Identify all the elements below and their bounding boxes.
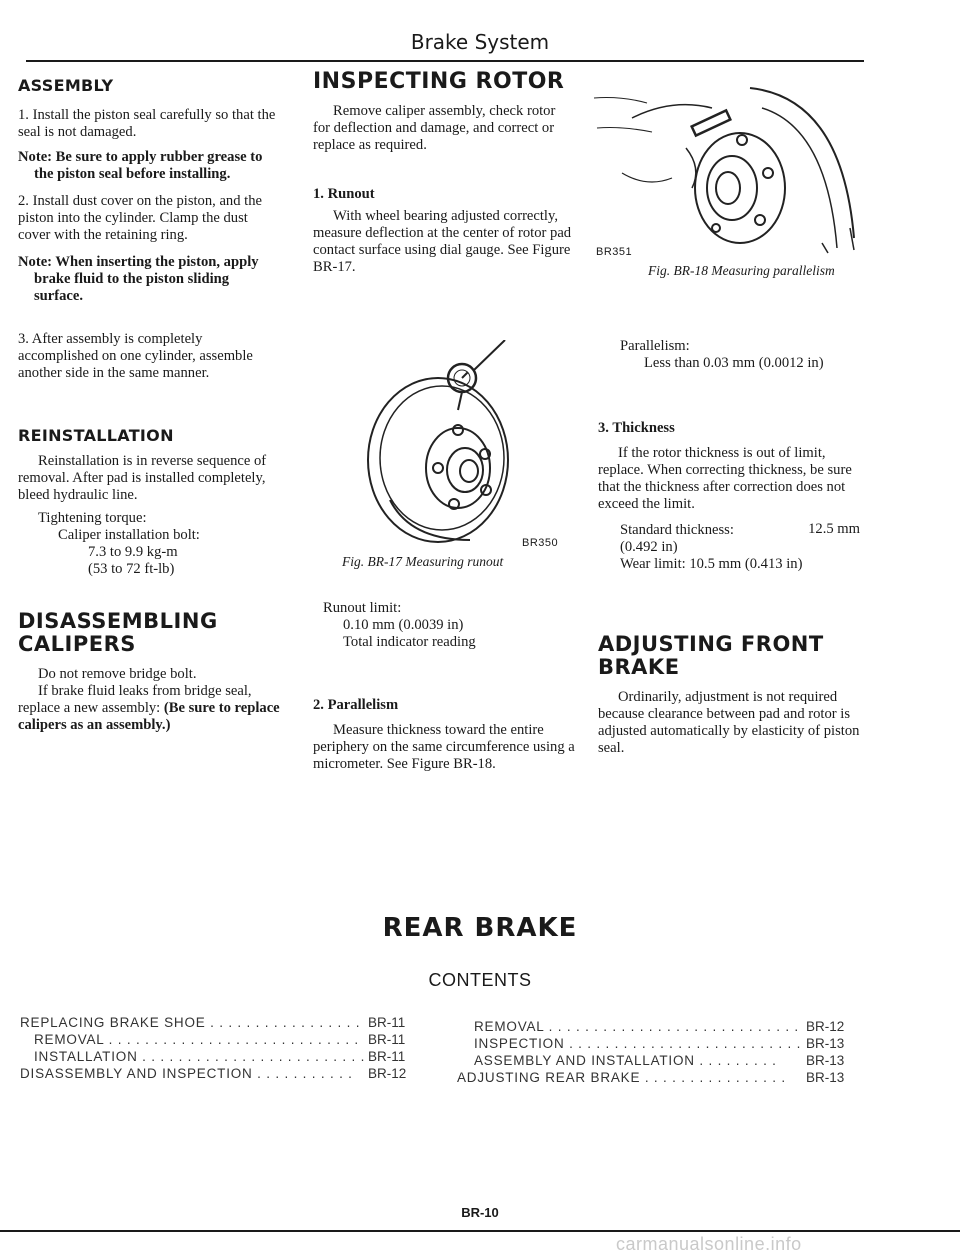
middle-column-lower — [313, 600, 575, 773]
standard-thickness-imperial: (0.492 in) — [620, 539, 678, 555]
micrometer-body — [692, 110, 731, 135]
micrometer-parallelism-illustration — [592, 78, 867, 258]
toc-page: BR-12 — [806, 1019, 845, 1034]
toc-item-rear-removal[interactable]: REMOVAL . . . . . . . . . . . . . . . . . . . . . . . . . . . . — [474, 1019, 799, 1034]
reinstallation-heading: REINSTALLATION — [18, 426, 174, 445]
assembly-step-1: 1. Install the piston seal carefully so that the seal is not damaged. — [18, 107, 276, 140]
rotor-edge-outline — [750, 88, 854, 238]
parallelism-label: Parallelism: — [620, 338, 690, 354]
footer-rule — [0, 1230, 960, 1232]
fig-br18-caption: Fig. BR-18 Measuring parallelism — [648, 263, 835, 278]
reinstallation-text: Reinstallation is in reverse sequence of removal. After pad is installed completely, bleed hydraulic line. — [18, 453, 267, 503]
parallelism-text: Measure thickness toward the entire periphery on the same circumference using a micrometer. See Figure BR-18. — [313, 722, 575, 772]
runout-limit-label: Runout limit: — [323, 600, 402, 616]
fig-br350-code: BR350 — [522, 537, 559, 549]
standard-thickness-value: 12.5 mm — [808, 521, 860, 537]
toc-item-adjusting-rear-brake[interactable]: ADJUSTING REAR BRAKE . . . . . . . . . . . . . . . . — [457, 1070, 786, 1085]
toc-page: BR-11 — [368, 1032, 406, 1047]
toc-item-assembly-and-installation[interactable]: ASSEMBLY AND INSTALLATION . . . . . . . . . — [474, 1053, 777, 1068]
runout-text: With wheel bearing adjusted correctly, measure deflection at the center of rotor pad contact surface using dial gauge. See Figure BR-17. — [313, 208, 572, 275]
middle-column — [313, 70, 575, 276]
toc-item-removal[interactable]: REMOVAL . . . . . . . . . . . . . . . . . . . . . . . . . . . . — [34, 1032, 359, 1047]
disassembling-text-2 — [18, 683, 280, 734]
toc-item-installation[interactable]: INSTALLATION . . . . . . . . . . . . . . . . . . . . . . . . . — [34, 1049, 366, 1064]
contents-title: CONTENTS — [428, 970, 532, 990]
adjusting-front-brake-heading-line-1: ADJUSTING FRONT — [598, 632, 824, 656]
toc-page: BR-11 — [368, 1049, 406, 1064]
assembly-note-2: Note: When inserting the piston, apply brake fluid to the piston sliding surface. — [18, 254, 259, 304]
fig-br351-code: BR351 — [596, 246, 633, 258]
standard-thickness-label: Standard thickness: — [620, 522, 734, 538]
toc-item-inspection[interactable]: INSPECTION . . . . . . . . . . . . . . . . . . . . . . . . . . . — [474, 1036, 811, 1051]
runout-title: 1. Runout — [313, 186, 375, 202]
toc-page: BR-13 — [806, 1053, 845, 1068]
rotor-runout-illustration — [350, 340, 560, 550]
toc-item-replacing-brake-shoe[interactable]: REPLACING BRAKE SHOE . . . . . . . . . . . . . . . . . — [20, 1015, 361, 1030]
toc-item-disassembly-and-inspection[interactable]: DISASSEMBLY AND INSPECTION . . . . . . . . . . . — [20, 1066, 353, 1081]
standard-thickness-row — [598, 521, 860, 539]
header-rule — [26, 60, 864, 62]
inspecting-rotor-heading: INSPECTING ROTOR — [313, 69, 565, 94]
adjusting-front-brake-heading-line-2: BRAKE — [598, 655, 680, 679]
inspecting-rotor-intro: Remove caliper assembly, check rotor for deflection and damage, and correct or replace as required. — [313, 103, 556, 153]
watermark: carmanualsonline.info — [616, 1234, 802, 1254]
runout-limit-value: 0.10 mm (0.0039 in) — [343, 617, 464, 633]
rotor-disc-outline — [368, 378, 508, 542]
disassembling-text-1: Do not remove bridge bolt. — [38, 666, 197, 682]
adjusting-front-brake-text: Ordinarily, adjustment is not required because clearance between pad and rotor is adjusted automatically by elasticity of piston seal. — [598, 689, 860, 756]
parallelism-title: 2. Parallelism — [313, 697, 399, 713]
toc-page: BR-12 — [368, 1066, 407, 1081]
assembly-note-1: Note: Be sure to apply rubber grease to the piston seal before installing. — [18, 149, 263, 182]
rear-brake-heading: REAR BRAKE — [382, 913, 578, 943]
torque-value-imperial: (53 to 72 ft-lb) — [88, 561, 175, 577]
disassembling-text-2-bold: (Be sure to replace calipers as an assembly.) — [18, 700, 280, 733]
page-header-title: Brake System — [410, 30, 550, 54]
tightening-torque-label: Tightening torque: — [38, 510, 147, 526]
assembly-step-2: 2. Install dust cover on the piston, and the piston into the cylinder. Clamp the dust cover with the retaining ring. — [18, 193, 262, 243]
fig-br17-caption: Fig. BR-17 Measuring runout — [342, 554, 504, 569]
disassembling-heading-line-2: CALIPERS — [18, 632, 136, 656]
assembly-step-3: 3. After assembly is completely accomplished on one cylinder, assemble another side in the same manner. — [18, 331, 253, 381]
toc-page: BR-13 — [806, 1070, 845, 1085]
assembly-heading: ASSEMBLY — [18, 76, 114, 95]
right-column — [598, 338, 860, 757]
toc-page: BR-13 — [806, 1036, 845, 1051]
thickness-text: If the rotor thickness is out of limit, replace. When correcting thickness, be sure that the thickness after correction does not exceed the limit. — [598, 445, 852, 512]
caliper-bolt-label: Caliper installation bolt: — [58, 527, 200, 543]
thickness-title: 3. Thickness — [598, 420, 675, 436]
left-column — [18, 76, 280, 734]
torque-value-metric: 7.3 to 9.9 kg-m — [88, 544, 178, 560]
wear-limit: Wear limit: 10.5 mm (0.413 in) — [620, 556, 803, 572]
parallelism-value: Less than 0.03 mm (0.0012 in) — [644, 355, 824, 371]
disassembling-text-2-plain: If brake fluid leaks from bridge seal, replace a new assembly: — [18, 683, 252, 716]
toc-page: BR-11 — [368, 1015, 406, 1030]
page-number: BR-10 — [461, 1205, 499, 1220]
runout-limit-note: Total indicator reading — [343, 634, 476, 650]
disassembling-heading-line-1: DISASSEMBLING — [18, 609, 218, 633]
